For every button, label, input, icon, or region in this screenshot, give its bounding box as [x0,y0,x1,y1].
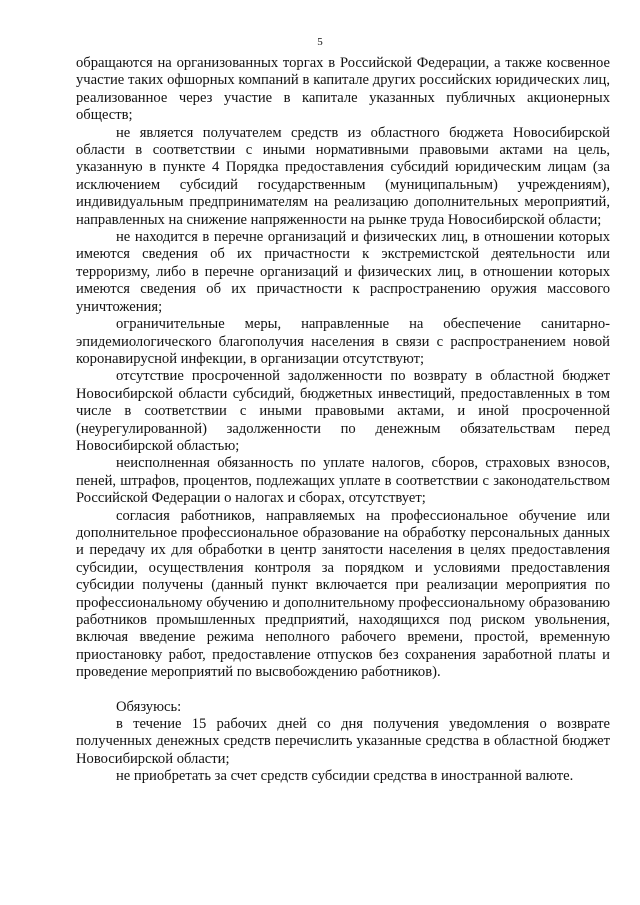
paragraph-return-funds: в течение 15 рабочих дней со дня получения уведомления о возврате полученных денежных средств перечислить указанные средства в областной бюджет Новосибирской области; [76,716,610,767]
paragraph-employee-consent: согласия работников, направляемых на профессиональное обучение или дополнительное профессиональное образование на обработку персональных данных и передачу их для обработки в центр занятости населения в целях предоставления субсидии, осуществления контроля за порядком и условиями предоставления субсидии получены (данный пункт включается при реализации мероприятия по профессиональному обучению и дополнительному профессиональному образованию работников промышленных предприятий, находящихся под риском увольнения, включая введение режима неполного рабочего времени, простой, временную приостановку работ, предоставление отпусков без сохранения заработной платы и проведение мероприятий по высвобождению работников). [76,507,610,681]
paragraph-not-in-extremism-list: не находится в перечне организаций и физических лиц, в отношении которых имеются сведения об их причастности к экстремистской деятельности или терроризму, либо в перечне организаций и физических лиц, в отношении которых имеются сведения об их причастности к распространению оружия массового уничтожения; [76,229,610,315]
obligations-heading: Обязуюсь: [116,698,182,715]
paragraph-not-budget-recipient: не является получателем средств из областного бюджета Новосибирской области в соответствии с иными нормативными правовыми актами на цель, указанную в пункте 4 Порядка предоставления субсидий юридическим лицам (за исключением субсидий государственным (муниципальным) учреждениям), индивидуальным предпринимателям на реализацию дополнительных мероприятий, направленных на снижение напряженности на рынке труда Новосибирской области; [76,124,610,228]
paragraph-offshore-participation: обращаются на организованных торгах в Российской Федерации, а также косвенное участие таких офшорных компаний в капитале других российских юридических лиц, реализованное через участие в капитале указанных публичных акционерных обществ; [76,55,610,124]
paragraph-no-overdue-debt: отсутствие просроченной задолженности по возврату в областной бюджет Новосибирской области субсидий, бюджетных инвестиций, предоставленных в том числе в соответствии с иными правовыми актами, и иной просроченной (неурегулированной) задолженности по денежным обязательствам перед Новосибирской областью; [76,368,610,454]
paragraph-no-tax-arrears: неисполненная обязанность по уплате налогов, сборов, страховых взносов, пеней, штрафов, процентов, подлежащих уплате в соответствии с законодательством Российской Федерации о налогах и сборах, отсутствует; [76,455,610,507]
paragraph-no-restrictive-measures: ограничительные меры, направленные на обеспечение санитарно-эпидемиологического благополучия населения в связи с распространением новой коронавирусной инфекции, в организации отсутствуют; [76,316,610,367]
page-number: 5 [317,36,323,48]
document-body [76,55,610,786]
section-gap [76,682,610,699]
paragraph-no-foreign-currency: не приобретать за счет средств субсидии средства в иностранной валюте. [116,768,574,785]
